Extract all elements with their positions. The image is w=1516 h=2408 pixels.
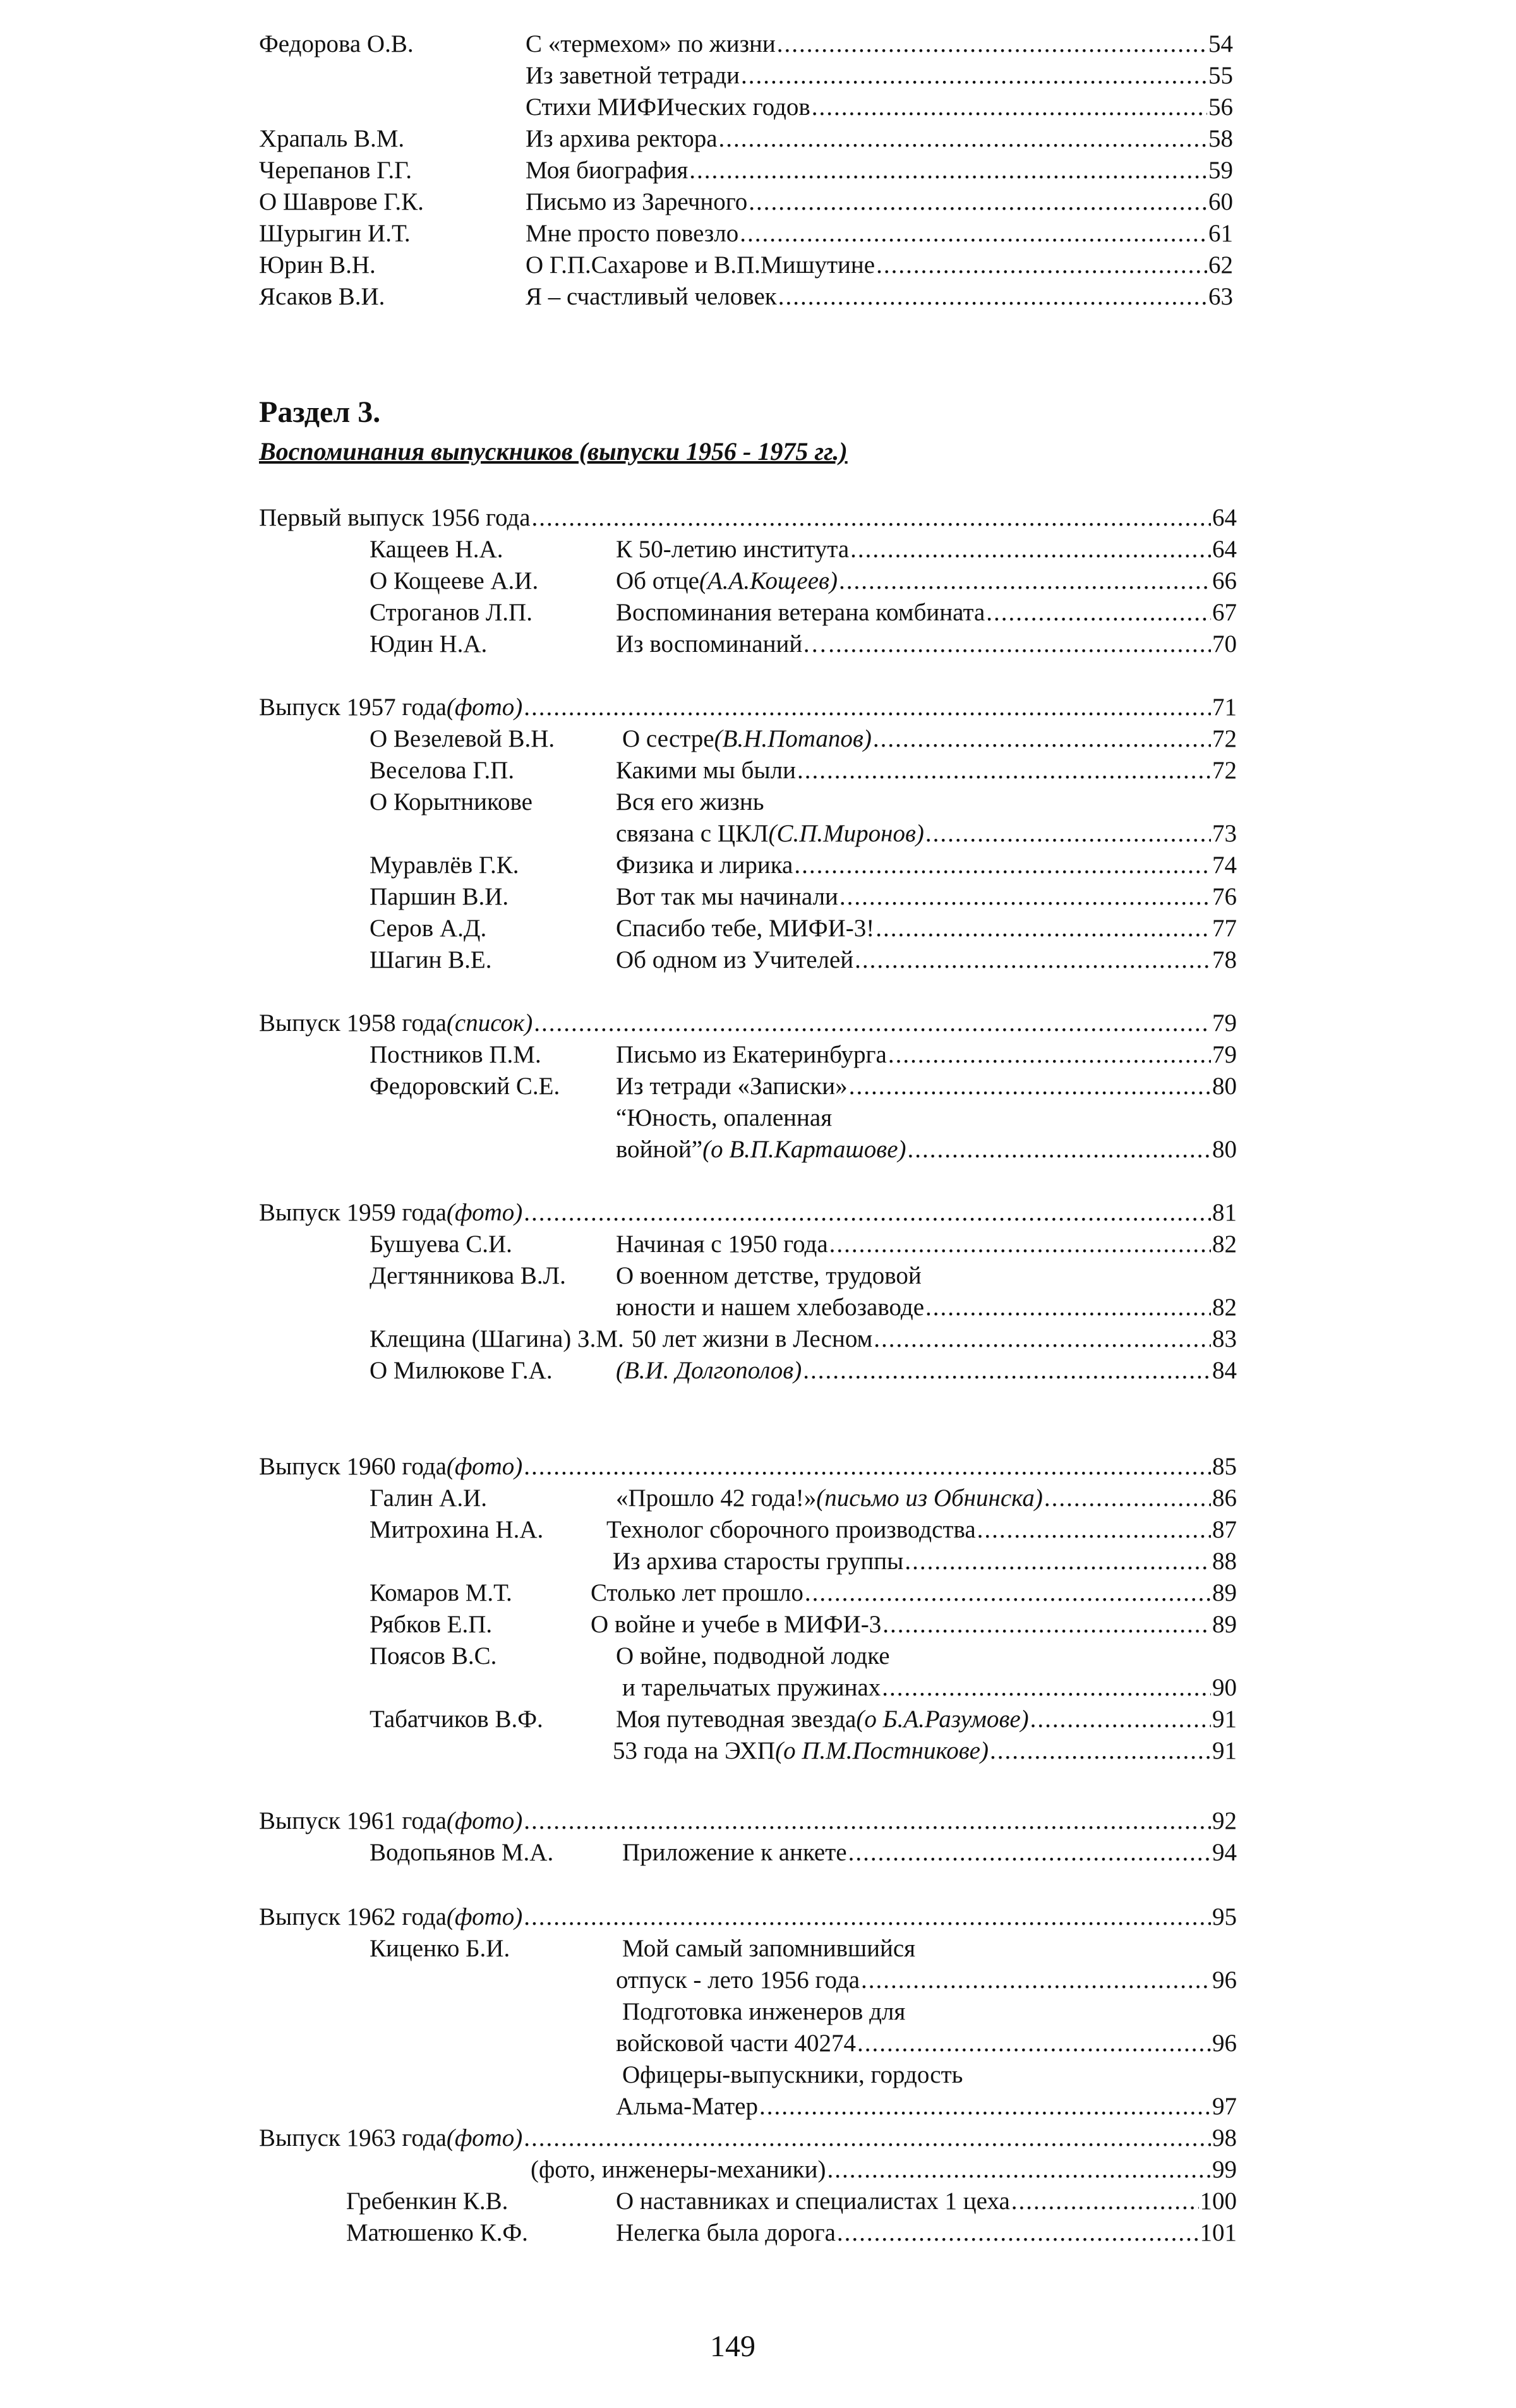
entry-note: (В.И. Долгополов) [616,1357,802,1384]
group-title: Выпуск 1959 года [259,1199,447,1226]
entry-page: 80 [1212,1073,1237,1100]
entry-page: 83 [1212,1325,1237,1352]
group-title: Выпуск 1957 года [259,694,447,721]
toc-author: О Кощееве А.И. [370,567,539,594]
toc-author: О Шаврове Г.К. [259,188,424,215]
toc-author: Веселова Г.П. [370,757,515,784]
entry-note: (С.П.Миронов) [768,820,924,847]
entry-title: Спасибо тебе, МИФИ-3! [616,915,875,942]
entry-note: (В.Н.Потапов) [714,725,872,752]
entry-title: Столько лет прошло [591,1579,803,1606]
toc-author: Водопьянов М.А. [370,1839,554,1866]
toc-entry [622,1672,1237,1704]
entry-page: 74 [1212,852,1237,879]
toc-author: Ясаков В.И. [259,283,385,310]
toc-entry [622,1837,1237,1869]
group-title: Выпуск 1960 года [259,1453,447,1480]
entry-title: Приложение к анкете [622,1839,847,1866]
toc-entry [526,28,1233,60]
toc-author: Муравлёв Г.К. [370,852,519,879]
toc-entry [591,1609,1237,1640]
entry-page: 60 [1208,188,1233,215]
entry-title: О сестре [622,725,714,752]
group-title: Выпуск 1961 года [259,1807,447,1834]
toc-author: Гребенкин К.В. [346,2188,508,2215]
toc-author: Черепанов Г.Г. [259,157,412,184]
entry-page: 89 [1212,1579,1237,1606]
group-note: (фото) [446,1453,523,1480]
toc-author: Строганов Л.П. [370,599,532,626]
entry-page: 78 [1212,946,1237,973]
toc-entry [616,1071,1237,1102]
toc-entry [622,723,1237,755]
toc-entry [616,2186,1237,2217]
toc-entry [616,850,1237,881]
entry-page: 85 [1212,1453,1237,1480]
entry-page: 67 [1212,599,1237,626]
toc-author: Галин А.И. [370,1484,488,1512]
entry-page: 72 [1212,725,1237,752]
toc-author: Матюшенко К.Ф. [346,2219,528,2246]
entry-page: 98 [1212,2124,1237,2152]
group-title: Выпуск 1963 года [259,2124,447,2152]
entry-page: 90 [1212,1674,1237,1701]
toc-author: Юдин Н.А. [370,630,488,658]
entry-title: Из архива ректора [526,125,718,152]
entry-page: 63 [1208,283,1233,310]
toc-entry [616,1483,1237,1514]
toc-group-header [259,1008,1237,1039]
toc-entry [616,1229,1237,1260]
group-title: Выпуск 1958 года [259,1009,447,1037]
entry-title: Письмо из Заречного [526,188,748,215]
toc-entry [632,1323,1237,1355]
entry-page: 80 [1212,1136,1237,1163]
toc-author: О Милюкове Г.А. [370,1357,553,1384]
entry-title: (фото, инженеры-механики) [531,2156,826,2183]
group-title: Выпуск 1962 года [259,1903,447,1930]
entry-page: 58 [1208,125,1233,152]
toc-entry [531,2154,1237,2186]
toc-entry [616,1355,1237,1387]
entry-page: 84 [1212,1357,1237,1384]
entry-page: 82 [1212,1231,1237,1258]
toc-entry [526,60,1233,92]
toc-author: Рябков Е.П. [370,1611,493,1638]
entry-title: Мой самый запомнившийся [622,1935,916,1962]
toc-entry [613,1546,1237,1577]
toc-author: Клещина (Шагина) З.М. [370,1325,624,1352]
entry-title: О войне и учебе в МИФИ-3 [591,1611,882,1638]
entry-page: 72 [1212,757,1237,784]
toc-entry [616,881,1237,913]
entry-page: 70 [1212,630,1237,658]
group-note: (фото) [446,1807,523,1834]
toc-entry [616,2028,1237,2059]
toc-entry [526,92,1233,123]
toc-entry [616,1965,1237,1996]
toc-author: Федоровский С.Е. [370,1073,560,1100]
entry-title: О военном детстве, трудовой [616,1262,922,1289]
entry-page: 71 [1212,694,1237,721]
group-note: (фото) [446,1903,523,1930]
entry-title: 50 лет жизни в Лесном [632,1325,873,1352]
entry-page: 79 [1212,1041,1237,1068]
entry-title: Какими мы были [616,757,796,784]
entry-title: Моя путеводная звезда [616,1706,857,1733]
toc-author: Шурыгин И.Т. [259,220,411,247]
toc-group-header [259,1805,1237,1837]
page-number: 149 [710,2330,755,2363]
entry-title: Вот так мы начинали [616,883,838,910]
section-subtitle: Воспоминания выпускников (выпуски 1956 - 1975 гг.) [259,437,848,466]
entry-page: 95 [1212,1903,1237,1930]
toc-author: Кащеев Н.А. [370,536,503,563]
entry-title: К 50-летию института [616,536,850,563]
toc-author: Постников П.М. [370,1041,541,1068]
toc-entry [616,1704,1237,1735]
toc-entry [591,1577,1237,1609]
toc-entry [616,913,1237,944]
entry-title: Моя биография [526,157,689,184]
toc-author: Федорова О.В. [259,30,414,57]
entry-page: 91 [1212,1737,1237,1764]
entry-page: 56 [1208,93,1233,121]
entry-note: (о В.П.Карташове) [702,1136,906,1163]
entry-page: 82 [1212,1294,1237,1321]
entry-title: 53 года на ЭХП [613,1737,776,1764]
toc-author: О Везелевой В.Н. [370,725,555,752]
entry-page: 62 [1208,251,1233,279]
entry-title-cont: войной” [616,1136,703,1163]
group-note: (список) [446,1009,533,1037]
entry-title: Вся его жизнь [616,788,764,816]
entry-page: 76 [1212,883,1237,910]
entry-title: О войне, подводной лодке [616,1642,890,1670]
toc-author: Табатчиков В.Ф. [370,1706,543,1733]
entry-title: Физика и лирика [616,852,793,879]
toc-group-header [259,502,1237,534]
entry-page: 92 [1212,1807,1237,1834]
entry-page: 59 [1208,157,1233,184]
entry-title-cont: и тарельчатых пружинах [622,1674,881,1701]
entry-title: Мне просто повезло [526,220,739,247]
toc-entry [616,818,1237,850]
toc-author: Паршин В.И. [370,883,509,910]
toc-author: Комаров М.Т. [370,1579,512,1606]
toc-entry [606,1514,1237,1546]
entry-page: 94 [1212,1839,1237,1866]
entry-note: (письмо из Обнинска) [816,1484,1043,1512]
entry-page: 66 [1212,567,1237,594]
entry-page: 96 [1212,1966,1237,1994]
toc-author: Бушуева С.И. [370,1231,512,1258]
toc-entry [616,2091,1237,2122]
entry-title-cont: отпуск - лето 1956 года [616,1966,860,1994]
entry-title: Из архива старосты группы [613,1548,904,1575]
toc-author: Киценко Б.И. [370,1935,510,1962]
entry-page: 96 [1212,2030,1237,2057]
toc-entry [616,597,1237,629]
group-note: (фото) [446,1199,523,1226]
entry-note: (о П.М.Постникове) [775,1737,989,1764]
entry-page: 86 [1212,1484,1237,1512]
toc-entry [526,155,1233,186]
entry-page: 79 [1212,1009,1237,1037]
toc-entry [616,565,1237,597]
entry-title-cont: Альма-Матер [616,2093,758,2120]
entry-title: Начиная с 1950 года [616,1231,828,1258]
entry-title: Нелегка была дорога [616,2219,836,2246]
entry-title: Об отце [616,567,699,594]
entry-page: 88 [1212,1548,1237,1575]
toc-entry [613,1735,1237,1767]
entry-title-cont: юности и нашем хлебозаводе [616,1294,925,1321]
group-title: Первый выпуск 1956 года [259,504,531,531]
toc-entry [616,1134,1237,1165]
entry-title: Письмо из Екатеринбурга [616,1041,887,1068]
entry-page: 64 [1212,536,1237,563]
section-title: Раздел 3. [259,395,381,429]
entry-title: «Прошло 42 года!» [616,1484,817,1512]
entry-page: 64 [1212,504,1237,531]
toc-author: Дегтянникова В.Л. [370,1262,566,1289]
entry-title: Из заветной тетради [526,62,740,89]
toc-entry [526,123,1233,155]
entry-page: 61 [1208,220,1233,247]
toc-author: Митрохина Н.А. [370,1516,544,1543]
entry-title: “Юность, опаленная [616,1104,833,1131]
toc-group-header [259,1197,1237,1229]
toc-entry [616,629,1237,660]
entry-page: 89 [1212,1611,1237,1638]
toc-entry [616,944,1237,976]
toc-entry [526,218,1233,250]
toc-group-header [259,692,1237,723]
toc-entry [526,186,1233,218]
toc-entry [526,281,1233,313]
toc-entry [616,755,1237,786]
entry-title: Технолог сборочного производства [606,1516,976,1543]
entry-title: Стихи МИФИческих годов [526,93,810,121]
toc-author: Поясов В.С. [370,1642,497,1670]
toc-entry [616,2217,1237,2249]
entry-title-cont: войсковой части 40274 [616,2030,856,2057]
toc-author: Шагин В.Е. [370,946,492,973]
toc-author: Храпаль В.М. [259,125,405,152]
toc-entry [616,1039,1237,1071]
entry-title: Воспоминания ветерана комбината [616,599,985,626]
entry-title: О Г.П.Сахарове и В.П.Мишутине [526,251,875,279]
entry-note: (А.А.Кощеев) [699,567,838,594]
entry-note: (о Б.А.Разумове) [856,1706,1029,1733]
entry-title: Из тетради «Записки» [616,1073,848,1100]
toc-group-header [259,2122,1237,2154]
entry-page: 97 [1212,2093,1237,2120]
entry-title: Я – счастливый человек [526,283,777,310]
entry-page: 100 [1200,2188,1237,2215]
group-note: (фото) [446,694,523,721]
entry-title: Из воспоминаний… [616,630,827,658]
toc-entry [526,250,1233,281]
toc-entry [616,534,1237,565]
entry-title: Офицеры-выпускники, гордость [622,2061,963,2088]
entry-page: 81 [1212,1199,1237,1226]
group-note: (фото) [446,2124,523,2152]
entry-title-cont: связана с ЦКЛ [616,820,769,847]
entry-page: 91 [1212,1706,1237,1733]
toc-entry [616,1292,1237,1323]
entry-page: 77 [1212,915,1237,942]
entry-page: 55 [1208,62,1233,89]
entry-page: 73 [1212,820,1237,847]
entry-page: 99 [1212,2156,1237,2183]
toc-author: О Корытникове [370,788,532,816]
toc-group-header [259,1451,1237,1483]
entry-title: О наставниках и специалистах 1 цеха [616,2188,1010,2215]
entry-title: С «термехом» по жизни [526,30,776,57]
entry-page: 54 [1208,30,1233,57]
toc-author: Юрин В.Н. [259,251,376,279]
entry-page: 101 [1200,2219,1237,2246]
entry-page: 87 [1212,1516,1237,1543]
toc-author: Серов А.Д. [370,915,487,942]
entry-title: Подготовка инженеров для [622,1998,906,2025]
entry-title: Об одном из Учителей [616,946,854,973]
toc-group-header [259,1901,1237,1933]
